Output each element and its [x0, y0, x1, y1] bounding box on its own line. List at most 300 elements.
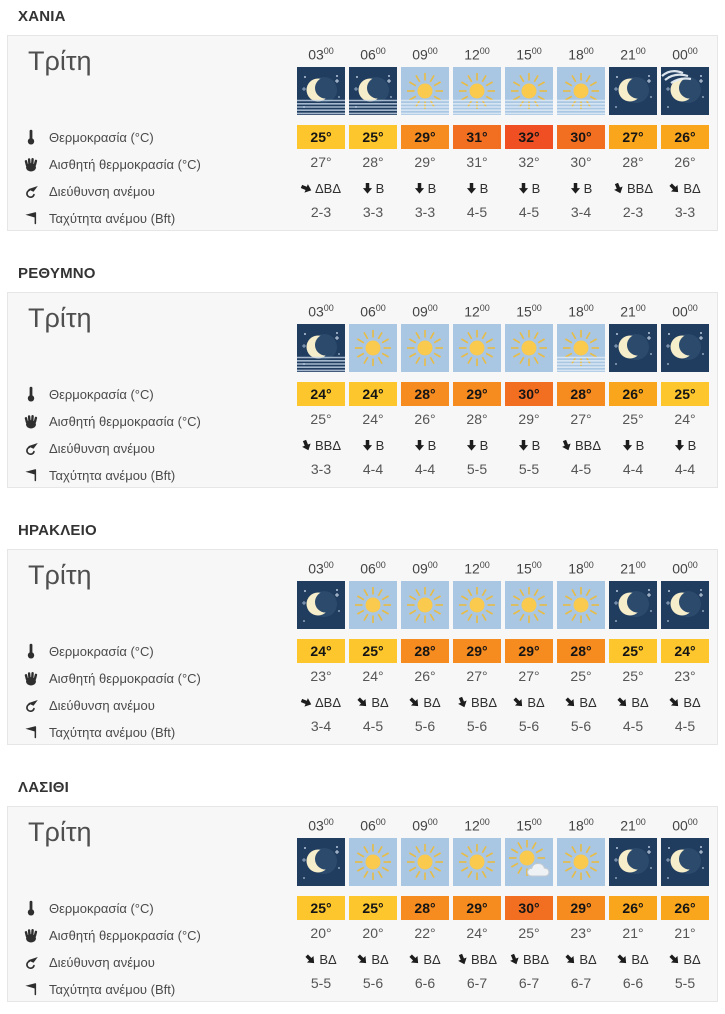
wind-arrow-icon: [355, 694, 371, 710]
forecast-column: [347, 807, 399, 993]
wind-speed-value: 5-6: [518, 718, 540, 734]
moon-stars-icon: [661, 581, 709, 629]
forecast-column: [503, 550, 555, 736]
wind-speed-value: 3-3: [310, 461, 332, 477]
feels-like-row-label-text: Αισθητή θερμοκρασία (°C): [49, 927, 201, 943]
moon-stars-icon: [661, 838, 709, 886]
feels-like-value: 29°: [414, 154, 436, 170]
wind-arrow-icon: [299, 438, 313, 452]
wind-direction-row-label-text: Διεύθυνση ανέμου: [49, 183, 155, 199]
wind-direction-row-label-text: Διεύθυνση ανέμου: [49, 954, 155, 970]
temperature-value: 25°: [609, 639, 657, 663]
temperature-value: 29°: [453, 896, 501, 920]
feels-like-value: 24°: [466, 925, 488, 941]
feels-like-row-label: [23, 669, 201, 687]
feels-like-value: 22°: [414, 925, 436, 941]
wind-arrow-icon: [570, 183, 581, 194]
wind-arrow-icon: [407, 694, 423, 710]
forecast-column: [503, 293, 555, 479]
time-header: $06^{00}$: [360, 817, 386, 834]
temperature-value: 25°: [297, 125, 345, 149]
sun-icon: [505, 581, 553, 629]
temperature-value: 30°: [557, 125, 605, 149]
wind-direction-row-label: [23, 696, 155, 714]
wind-direction-value: Β: [362, 179, 385, 197]
feels-like-value: 32°: [518, 154, 540, 170]
wind-direction-value: ΔΒΔ: [301, 179, 341, 197]
feels-like-value: 23°: [310, 668, 332, 684]
feels-like-value: 24°: [674, 411, 696, 427]
wind-direction-value: ΒΔ: [357, 693, 388, 711]
feels-like-value: 26°: [674, 154, 696, 170]
wind-speed-value: 5-5: [466, 461, 488, 477]
wind-direction-value: ΒΔ: [617, 693, 648, 711]
wind-arrow-icon: [563, 951, 579, 967]
wind-direction-value: ΒΔ: [409, 693, 440, 711]
wind-speed-value: 5-5: [674, 975, 696, 991]
wind-direction-value: ΒΒΔ: [509, 950, 549, 968]
temperature-value: 24°: [661, 639, 709, 663]
time-header: $21^{00}$: [620, 560, 646, 577]
moon-cirrus-icon: [661, 67, 709, 115]
temperature-value: 24°: [349, 382, 397, 406]
feels-like-value: 25°: [622, 411, 644, 427]
time-header: $00^{00}$: [672, 303, 698, 320]
wind-speed-value: 6-6: [622, 975, 644, 991]
region-section: [7, 522, 718, 745]
temperature-value: 26°: [661, 896, 709, 920]
row-labels: [8, 807, 295, 1001]
forecast-column: [607, 293, 659, 479]
forecast-column: [295, 550, 347, 736]
wind-direction-value: Β: [622, 436, 645, 454]
wind-speed-value: 5-6: [414, 718, 436, 734]
wind-arrow-icon: [507, 952, 521, 966]
wind-speed-value: 5-5: [310, 975, 332, 991]
forecast-panel: [7, 292, 718, 488]
wind-vane-icon: [23, 954, 39, 970]
wind-direction-row-label: [23, 953, 155, 971]
wind-arrow-icon: [362, 183, 373, 194]
feels-like-value: 25°: [622, 668, 644, 684]
wind-speed-value: 6-6: [414, 975, 436, 991]
forecast-column: [451, 293, 503, 479]
temperature-value: 28°: [401, 639, 449, 663]
time-header: $06^{00}$: [360, 303, 386, 320]
wind-arrow-icon: [455, 695, 469, 709]
sun-icon: [557, 581, 605, 629]
feels-like-value: 26°: [414, 668, 436, 684]
feels-like-value: 25°: [570, 668, 592, 684]
feels-like-value: 26°: [414, 411, 436, 427]
sun-icon: [453, 838, 501, 886]
sun-icon: [349, 581, 397, 629]
wind-arrow-icon: [466, 183, 477, 194]
wind-speed-value: 4-5: [674, 718, 696, 734]
time-header: $06^{00}$: [360, 560, 386, 577]
time-header: $09^{00}$: [412, 46, 438, 63]
wind-arrow-icon: [455, 952, 469, 966]
temperature-value: 29°: [505, 639, 553, 663]
forecast-column: [659, 293, 711, 479]
thermometer-icon: [23, 900, 39, 916]
wind-direction-row-label: [23, 182, 155, 200]
wind-speed-row-label: [23, 209, 175, 227]
temperature-value: 24°: [297, 382, 345, 406]
wind-arrow-icon: [559, 438, 573, 452]
wind-vane-icon: [23, 183, 39, 199]
feels-like-row-label-text: Αισθητή θερμοκρασία (°C): [49, 670, 201, 686]
wind-direction-value: Β: [466, 436, 489, 454]
wind-speed-value: 3-3: [414, 204, 436, 220]
wind-direction-value: Β: [362, 436, 385, 454]
moon-stars-icon: [609, 581, 657, 629]
wind-arrow-icon: [299, 181, 313, 195]
feels-like-value: 25°: [310, 411, 332, 427]
wind-speed-row-label-text: Ταχύτητα ανέμου (Bft): [49, 724, 176, 740]
forecast-column: [295, 293, 347, 479]
forecast-columns: [295, 807, 711, 993]
temperature-row-label: [23, 899, 154, 917]
wind-speed-value: 4-5: [466, 204, 488, 220]
wind-vane-icon: [23, 440, 39, 456]
temperature-row-label-text: Θερμοκρασία (°C): [49, 129, 154, 145]
temperature-value: 25°: [349, 125, 397, 149]
forecast-column: [399, 36, 451, 222]
feels-like-value: 24°: [362, 668, 384, 684]
time-header: $09^{00}$: [412, 560, 438, 577]
hand-icon: [23, 413, 39, 429]
temperature-row-label: [23, 642, 154, 660]
flag-icon: [23, 724, 39, 740]
wind-speed-value: 2-3: [310, 204, 332, 220]
temperature-value: 29°: [453, 639, 501, 663]
temperature-value: 25°: [349, 896, 397, 920]
time-header: $15^{00}$: [516, 46, 542, 63]
forecast-column: [347, 550, 399, 736]
forecast-column: [399, 807, 451, 993]
wind-direction-value: Β: [414, 436, 437, 454]
feels-like-value: 24°: [362, 411, 384, 427]
time-header: $12^{00}$: [464, 46, 490, 63]
wind-direction-value: Β: [466, 179, 489, 197]
sun-haze-icon: [557, 324, 605, 372]
sun-haze-icon: [505, 67, 553, 115]
forecast-columns: [295, 36, 711, 222]
forecast-column: [451, 807, 503, 993]
thermometer-icon: [23, 643, 39, 659]
time-header: $21^{00}$: [620, 817, 646, 834]
forecast-panel: [7, 806, 718, 1002]
feels-like-row-label: [23, 926, 201, 944]
forecast-column: [607, 807, 659, 993]
feels-like-value: 20°: [310, 925, 332, 941]
wind-speed-value: 4-5: [518, 204, 540, 220]
time-header: $03^{00}$: [308, 303, 334, 320]
time-header: $12^{00}$: [464, 817, 490, 834]
wind-speed-value: 6-7: [466, 975, 488, 991]
wind-arrow-icon: [667, 694, 683, 710]
wind-speed-value: 3-3: [362, 204, 384, 220]
wind-arrow-icon: [299, 695, 313, 709]
wind-direction-row-label-text: Διεύθυνση ανέμου: [49, 440, 155, 456]
wind-direction-value: Β: [518, 436, 541, 454]
wind-speed-row-label-text: Ταχύτητα ανέμου (Bft): [49, 981, 176, 997]
wind-arrow-icon: [611, 181, 625, 195]
wind-direction-value: ΒΔ: [409, 950, 440, 968]
time-header: $00^{00}$: [672, 46, 698, 63]
forecast-column: [399, 550, 451, 736]
wind-arrow-icon: [667, 951, 683, 967]
day-label: Τρίτη: [28, 817, 92, 847]
wind-direction-value: ΒΔ: [565, 693, 596, 711]
row-labels: [8, 550, 295, 744]
temperature-value: 26°: [609, 896, 657, 920]
sun-icon: [401, 581, 449, 629]
forecast-columns: [295, 293, 711, 479]
hand-icon: [23, 156, 39, 172]
hand-icon: [23, 670, 39, 686]
time-header: $03^{00}$: [308, 46, 334, 63]
row-labels: [8, 293, 295, 487]
time-header: $18^{00}$: [568, 46, 594, 63]
time-header: $03^{00}$: [308, 560, 334, 577]
thermometer-icon: [23, 386, 39, 402]
wind-speed-value: 4-4: [414, 461, 436, 477]
moon-stars-icon: [297, 838, 345, 886]
sun-icon: [505, 324, 553, 372]
temperature-value: 29°: [453, 382, 501, 406]
wind-direction-value: ΒΔ: [669, 693, 700, 711]
wind-speed-row-label: [23, 980, 175, 998]
feels-like-value: 27°: [466, 668, 488, 684]
wind-direction-value: Β: [518, 179, 541, 197]
forecast-column: [659, 36, 711, 222]
wind-direction-value: ΒΔ: [669, 179, 700, 197]
temperature-value: 28°: [557, 382, 605, 406]
flag-icon: [23, 467, 39, 483]
wind-speed-row-label: [23, 466, 175, 484]
feels-like-value: 25°: [518, 925, 540, 941]
wind-speed-value: 4-5: [570, 461, 592, 477]
temperature-row-label-text: Θερμοκρασία (°C): [49, 900, 154, 916]
temperature-value: 32°: [505, 125, 553, 149]
temperature-value: 28°: [401, 382, 449, 406]
forecast-column: [503, 36, 555, 222]
time-header: $18^{00}$: [568, 560, 594, 577]
region-title: ΡΕΘΥΜΝΟ: [18, 265, 96, 282]
forecast-column: [451, 36, 503, 222]
row-labels: [8, 36, 295, 230]
wind-arrow-icon: [518, 440, 529, 451]
feels-like-value: 23°: [570, 925, 592, 941]
time-header: $15^{00}$: [516, 560, 542, 577]
wind-direction-value: Β: [674, 436, 697, 454]
flag-icon: [23, 981, 39, 997]
sun-icon: [401, 324, 449, 372]
time-header: $06^{00}$: [360, 46, 386, 63]
temperature-value: 31°: [453, 125, 501, 149]
temperature-value: 29°: [401, 125, 449, 149]
wind-direction-value: ΒΒΔ: [301, 436, 341, 454]
feels-like-value: 31°: [466, 154, 488, 170]
wind-direction-value: ΒΔ: [565, 950, 596, 968]
temperature-row-label-text: Θερμοκρασία (°C): [49, 643, 154, 659]
wind-speed-value: 3-4: [570, 204, 592, 220]
feels-like-value: 27°: [518, 668, 540, 684]
region-section: [7, 265, 718, 488]
wind-arrow-icon: [414, 440, 425, 451]
wind-speed-value: 4-5: [622, 718, 644, 734]
wind-arrow-icon: [303, 951, 319, 967]
sun-icon: [349, 324, 397, 372]
wind-speed-value: 4-4: [622, 461, 644, 477]
wind-direction-value: ΒΒΔ: [613, 179, 653, 197]
wind-speed-value: 4-5: [362, 718, 384, 734]
feels-like-value: 21°: [674, 925, 696, 941]
wind-direction-value: ΒΔ: [357, 950, 388, 968]
forecast-column: [347, 36, 399, 222]
temperature-value: 26°: [609, 382, 657, 406]
feels-like-row-label: [23, 155, 201, 173]
wind-arrow-icon: [466, 440, 477, 451]
wind-speed-row-label: [23, 723, 175, 741]
wind-arrow-icon: [674, 440, 685, 451]
feels-like-value: 29°: [518, 411, 540, 427]
time-header: $15^{00}$: [516, 303, 542, 320]
feels-like-value: 30°: [570, 154, 592, 170]
forecast-column: [503, 807, 555, 993]
forecast-column: [399, 293, 451, 479]
wind-direction-value: ΒΒΔ: [457, 693, 497, 711]
feels-like-value: 27°: [570, 411, 592, 427]
time-header: $03^{00}$: [308, 817, 334, 834]
forecast-column: [347, 293, 399, 479]
sun-icon: [349, 838, 397, 886]
moon-stars-icon: [609, 324, 657, 372]
time-header: $12^{00}$: [464, 303, 490, 320]
wind-arrow-icon: [518, 183, 529, 194]
thermometer-icon: [23, 129, 39, 145]
forecast-panel: [7, 35, 718, 231]
wind-direction-row-label-text: Διεύθυνση ανέμου: [49, 697, 155, 713]
feels-like-row-label-text: Αισθητή θερμοκρασία (°C): [49, 156, 201, 172]
wind-arrow-icon: [622, 440, 633, 451]
wind-direction-value: ΒΔ: [305, 950, 336, 968]
day-label: Τρίτη: [28, 303, 92, 333]
forecast-column: [295, 807, 347, 993]
forecast-panel: [7, 549, 718, 745]
wind-speed-value: 4-4: [674, 461, 696, 477]
wind-speed-row-label-text: Ταχύτητα ανέμου (Bft): [49, 467, 176, 483]
feels-like-value: 27°: [310, 154, 332, 170]
wind-speed-value: 6-7: [570, 975, 592, 991]
region-title: ΛΑΣΙΘΙ: [18, 779, 70, 796]
wind-speed-value: 3-4: [310, 718, 332, 734]
day-label: Τρίτη: [28, 560, 92, 590]
moon-haze-icon: [297, 324, 345, 372]
forecast-column: [555, 550, 607, 736]
wind-speed-row-label-text: Ταχύτητα ανέμου (Bft): [49, 210, 176, 226]
time-header: $00^{00}$: [672, 560, 698, 577]
temperature-value: 28°: [401, 896, 449, 920]
moon-stars-icon: [661, 324, 709, 372]
sun-haze-icon: [557, 67, 605, 115]
wind-speed-value: 6-7: [518, 975, 540, 991]
sun-icon: [401, 838, 449, 886]
feels-like-row-label: [23, 412, 201, 430]
temperature-value: 28°: [557, 639, 605, 663]
flag-icon: [23, 210, 39, 226]
wind-speed-value: 3-3: [674, 204, 696, 220]
region-section: [7, 779, 718, 1002]
region-section: [7, 8, 718, 231]
wind-vane-icon: [23, 697, 39, 713]
temperature-row-label: [23, 385, 154, 403]
forecast-column: [555, 36, 607, 222]
wind-speed-value: 2-3: [622, 204, 644, 220]
feels-like-row-label-text: Αισθητή θερμοκρασία (°C): [49, 413, 201, 429]
temperature-value: 30°: [505, 896, 553, 920]
wind-direction-value: ΒΔ: [669, 950, 700, 968]
time-header: $18^{00}$: [568, 817, 594, 834]
temperature-value: 25°: [661, 382, 709, 406]
region-title: ΗΡΑΚΛΕΙΟ: [18, 522, 97, 539]
feels-like-value: 21°: [622, 925, 644, 941]
time-header: $15^{00}$: [516, 817, 542, 834]
time-header: $09^{00}$: [412, 303, 438, 320]
wind-arrow-icon: [615, 951, 631, 967]
time-header: $12^{00}$: [464, 560, 490, 577]
moon-stars-icon: [297, 581, 345, 629]
temperature-value: 27°: [609, 125, 657, 149]
temperature-row-label-text: Θερμοκρασία (°C): [49, 386, 154, 402]
temperature-value: 30°: [505, 382, 553, 406]
temperature-value: 29°: [557, 896, 605, 920]
time-header: $18^{00}$: [568, 303, 594, 320]
time-header: $09^{00}$: [412, 817, 438, 834]
feels-like-value: 28°: [622, 154, 644, 170]
region-sections-container: [0, 8, 725, 1002]
feels-like-value: 28°: [466, 411, 488, 427]
wind-direction-row-label: [23, 439, 155, 457]
wind-arrow-icon: [414, 183, 425, 194]
forecast-column: [659, 807, 711, 993]
wind-direction-value: Β: [414, 179, 437, 197]
forecast-column: [607, 550, 659, 736]
temperature-row-label: [23, 128, 154, 146]
moon-stars-icon: [609, 67, 657, 115]
moon-stars-icon: [609, 838, 657, 886]
wind-speed-value: 5-5: [518, 461, 540, 477]
day-label: Τρίτη: [28, 46, 92, 76]
feels-like-value: 23°: [674, 668, 696, 684]
wind-arrow-icon: [362, 440, 373, 451]
wind-direction-value: ΒΔ: [513, 693, 544, 711]
sun-cloud-icon: [505, 838, 553, 886]
wind-speed-value: 5-6: [570, 718, 592, 734]
wind-arrow-icon: [407, 951, 423, 967]
wind-arrow-icon: [667, 180, 683, 196]
wind-direction-value: ΔΒΔ: [301, 693, 341, 711]
forecast-column: [451, 550, 503, 736]
sun-haze-icon: [453, 67, 501, 115]
sun-haze-icon: [401, 67, 449, 115]
wind-direction-value: Β: [570, 179, 593, 197]
feels-like-value: 20°: [362, 925, 384, 941]
temperature-value: 26°: [661, 125, 709, 149]
wind-direction-value: ΒΒΔ: [457, 950, 497, 968]
